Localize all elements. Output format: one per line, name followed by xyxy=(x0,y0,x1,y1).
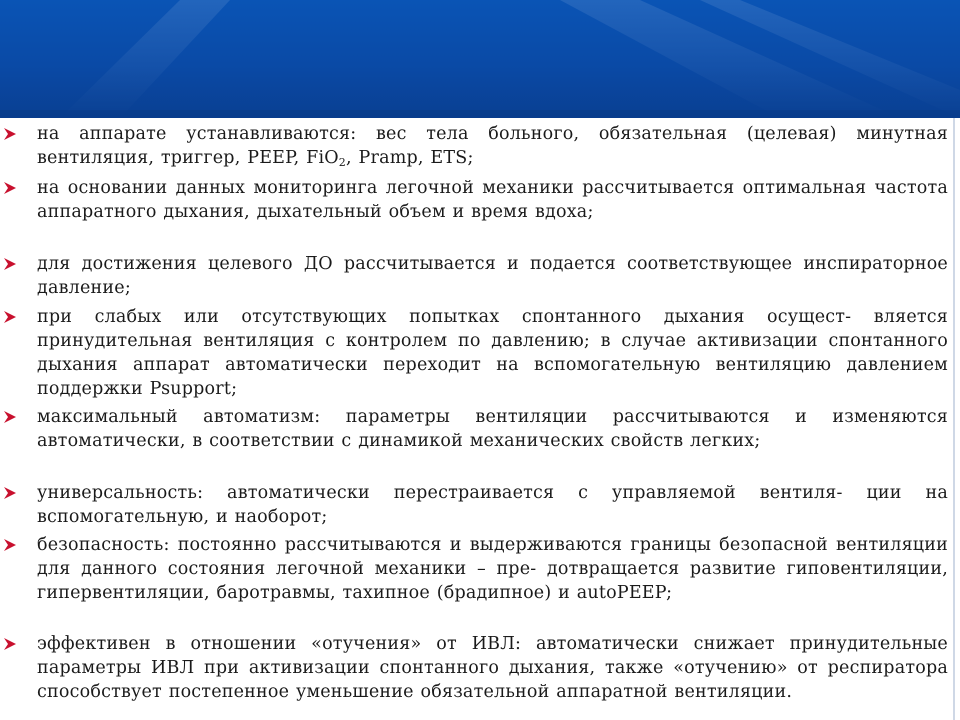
header-light-rays xyxy=(0,0,960,118)
bullet-text: эффективен в отношении «отучения» от ИВЛ: автоматически снижает принудительные параметры ИВЛ при активизации спонтанного дыхания, также «отучению» от респиратора способствует постепенное уменьшение обязательной аппаратной вентиляции. xyxy=(37,634,948,702)
bullet-text: на основании данных мониторинга легочной механики рассчитывается оптимальная частота аппаратного дыхания, дыхательный объем и время вдоха; xyxy=(37,178,948,222)
right-edge-rule xyxy=(953,118,955,720)
bullet-text: универсальность: автоматически перестраивается с управляемой вентиля- ции на вспомогательную, и наоборот; xyxy=(37,483,948,527)
header-band xyxy=(0,0,960,118)
arrowhead-bullet-icon xyxy=(3,257,17,271)
arrowhead-bullet-icon xyxy=(3,637,17,651)
arrowhead-bullet-icon xyxy=(3,127,17,141)
bullet-text: безопасность: постоянно рассчитываются и выдерживаются границы безопасной вентиляции для данного состояния легочной механики – пре- дотвращается развитие гиповентиляции, гипервентиляции, баротравмы, тахипное (брадипное) и autoPEEP; xyxy=(37,535,948,603)
arrowhead-bullet-icon xyxy=(3,310,17,324)
arrowhead-bullet-icon xyxy=(3,538,17,552)
arrowhead-bullet-icon xyxy=(3,410,17,424)
bullet-text: для достижения целевого ДО рассчитывается и подается соответствующее инспираторное давление; xyxy=(37,254,948,298)
arrowhead-bullet-icon xyxy=(3,486,17,500)
bullet-text: максимальный автоматизм: параметры вентиляции рассчитываются и изменяются автоматически, в соответствии с динамикой механических свойств легких; xyxy=(37,407,948,451)
bullet-text: на аппарате устанавливаются: вес тела больного, обязательная (целевая) минутная вентиляция, триггер, PEEP, FiO$_2$, Pramp, ETS; xyxy=(37,124,948,169)
bullet-text: при слабых или отсутствующих попытках спонтанного дыхания осущест- вляется принудительная вентиляция с контролем по давлению; в случае активизации спонтанного дыхания аппарат автоматически переходит на вспомогательную вентиляцию давлением поддержки Psupport; xyxy=(37,307,948,399)
arrowhead-bullet-icon xyxy=(3,181,17,195)
content-area xyxy=(0,118,960,720)
